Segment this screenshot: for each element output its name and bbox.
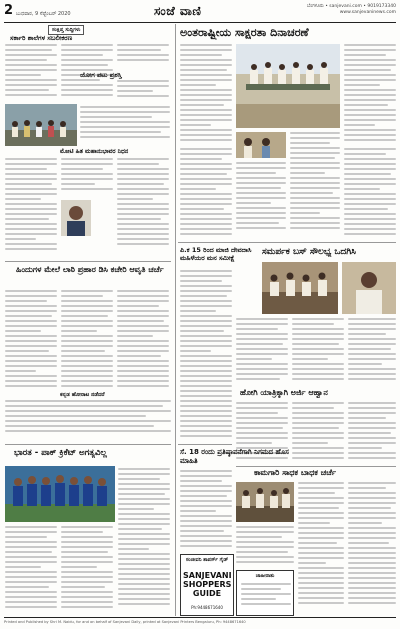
text-column: [344, 148, 396, 238]
headline-yoga: ಯೋಗ ಪಟು ಪ್ರಶಸ್ತಿ: [80, 71, 122, 79]
works-photo: [236, 482, 294, 522]
text-column: [61, 526, 113, 610]
ad2-text: [241, 583, 291, 613]
text-column: [298, 482, 344, 610]
footer-rule: [4, 617, 396, 618]
text-column: [5, 290, 57, 390]
headline-obituary: ಮೋಟಿ ಹಿತ ಮಹಾನುಭಾವರ ನಿಧನ: [60, 148, 129, 155]
page-number: 2: [4, 3, 14, 18]
headline-bus: ಸಮರ್ಪಕ ಬಸ್ ಸೌಲಭ್ಯ ಒದಗಿಸಿ: [262, 247, 356, 257]
newspaper-logo: ಸಂಜೆ ವಾಣಿ: [154, 4, 202, 18]
masthead-rule: [4, 22, 396, 23]
text-column: [117, 158, 169, 256]
issue-date: ಬುಧವಾರ, 9 ಸೆಪ್ಟೆಂಬರ್ 2020: [16, 11, 71, 17]
print-line: Printed and Published by Shri M. Naidu, for and on behalf of Sanjevani Daily, printed at Sanjevani Printers Bengaluru, Ph: 9448671640: [4, 620, 246, 624]
text-column: [292, 402, 344, 462]
text-column: [5, 44, 57, 102]
headline-devadasi: ಪಿ.ಕ 15 ರಿಂದ ಮಾಜಿ ದೇವದಾಸಿ ಮಹಿಳೆಯರ ಮನ ಸಮೀಕ್ಷೆ: [180, 246, 252, 262]
bus-meeting-photo: [262, 262, 338, 314]
ad-brand: SANJEVANI SHOPPERS GUIDE: [183, 571, 232, 598]
text-column: [180, 270, 232, 440]
ad-phone: Ph:9448671640: [191, 605, 223, 610]
bus-meeting-illustration: [262, 262, 338, 314]
cricket-team-illustration: [5, 466, 115, 522]
divider: [5, 261, 171, 262]
divider: [5, 444, 171, 445]
meeting-illustration: [236, 44, 340, 128]
lead-headline: ಅಂತರಾಷ್ಟ್ರೀಯ ಸಾಕ್ಷರತಾ ದಿನಾಚರಣೆ: [180, 26, 309, 39]
text-column: [5, 526, 57, 610]
headline-kannada-fight: ಕನ್ನಡ ಹೋರಾಟ ನಡೆದರೆ: [60, 392, 105, 398]
text-column: [61, 158, 113, 198]
text-column: [5, 158, 57, 256]
cricket-photo: [5, 466, 115, 522]
shoppers-guide-ad[interactable]: [180, 554, 234, 616]
portrait-illustration: [61, 200, 91, 236]
text-column: [117, 44, 169, 68]
classified-ad[interactable]: [236, 570, 294, 616]
works-illustration: [236, 482, 294, 522]
text-column: [290, 132, 340, 232]
text-column: [344, 44, 396, 144]
text-column: [117, 80, 169, 102]
ad2-title: ಜಾಹೀರಾತು: [255, 573, 275, 579]
secondary-illustration: [236, 132, 286, 158]
headline-yatra: ಹೋಗಿ ಯಾತ್ರಿಕ್ಕಾಗಿ ಅರ್ಜಿ ಆಹ್ವಾನ: [240, 388, 328, 397]
official-photo: [342, 262, 396, 314]
text-column: [118, 468, 170, 608]
divider: [236, 466, 396, 467]
text-column: [348, 318, 396, 384]
masthead: [4, 3, 396, 21]
masthead-meta: ಬೆಂಗಳೂರು • sanjevani.com • 9019173340 www.sanjevaninews.com: [306, 4, 396, 15]
text-column: [5, 400, 171, 440]
text-column: [348, 402, 396, 462]
group-photo: [5, 104, 77, 146]
headline-sept: ಸೆ. 18 ರಂದು ಪ್ರತಿಷ್ಠಾಪನೆಗಾಗಿ ನಿಗಮದ ಹೊಸ ಮಾಹಿತಿ: [180, 448, 289, 465]
text-column: [236, 162, 286, 238]
secondary-photo: [236, 132, 286, 158]
text-column: [80, 106, 170, 146]
text-column: [348, 482, 396, 610]
text-column: [117, 290, 169, 390]
text-column: [236, 526, 294, 566]
text-column: [61, 290, 113, 390]
column-separator: [175, 24, 176, 616]
text-column: [236, 318, 288, 384]
headline-lathi: ಹಿಂದುಗಳ ಮೇಲೆ ಲಾಠಿ ಪ್ರಹಾರ ಡಿಸಿ ಕಚೇರಿ ಆವೃತಿ ಚರ್ಚೆ: [16, 265, 164, 274]
lead-photo: [236, 44, 340, 128]
divider: [178, 444, 232, 445]
text-column: [292, 318, 344, 384]
group-photo-illustration: [5, 104, 77, 146]
briefs-kicker: ಸಂಕ್ಷಿಪ್ತ ಸುದ್ದಿಗಳು: [48, 25, 84, 35]
headline-schools: ಸರ್ಕಾರಿ ಶಾಲೆಗಳ ಸಬಲೀಕರಣ: [10, 34, 73, 42]
headline-cricket: ಭಾರತ - ಪಾಕ್ ಕ್ರಿಕೆಟ್ ಅಗತ್ಯವಿಲ್ಲ: [14, 448, 107, 458]
ad-title: ಸಂಜೀವನಿ ಶಾಪರ್ಸ್ ಗೈಡ್: [185, 557, 229, 563]
text-column: [180, 44, 232, 144]
text-column: [180, 148, 232, 238]
official-illustration: [342, 262, 396, 314]
headline-works: ಕಾಮಗಾರಿ ಸಾಧಕ ಬಾಧಕ ಚರ್ಚೆ: [254, 468, 337, 477]
text-column: [180, 470, 232, 550]
portrait-photo: [61, 200, 91, 236]
divider: [178, 242, 396, 243]
